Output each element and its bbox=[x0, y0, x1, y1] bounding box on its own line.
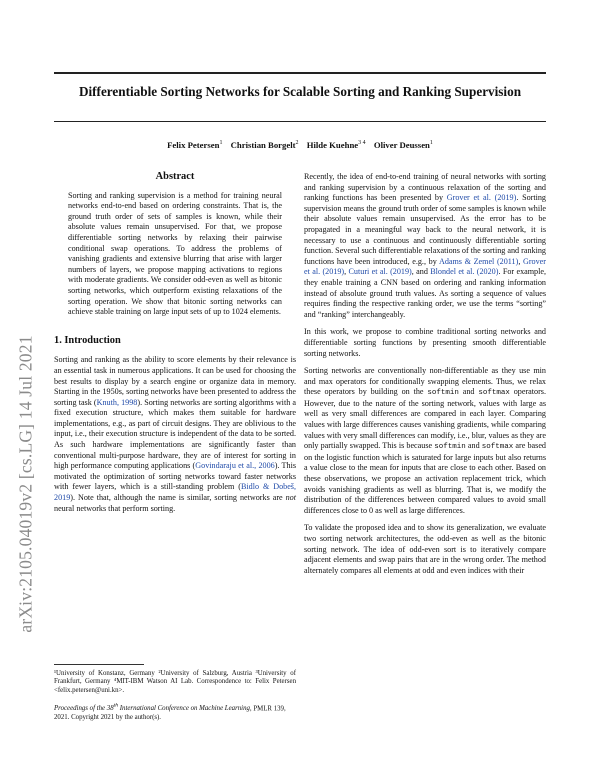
citation-link[interactable]: Cuturi et al. (2019) bbox=[348, 267, 412, 277]
citation-link[interactable]: Grover et al. (2019) bbox=[446, 193, 517, 203]
section-heading-introduction: 1. Introduction bbox=[54, 334, 121, 346]
citation-link[interactable]: Knuth, 1998 bbox=[96, 397, 138, 407]
citation-link[interactable]: Govindaraju et al., 2006 bbox=[195, 461, 275, 471]
citation-link[interactable]: Adams & Zemel (2011) bbox=[438, 256, 519, 266]
citation-link[interactable]: Bidlo & Dobeš, 2019 bbox=[54, 482, 296, 503]
author-3: Hilde Kuehne$^{3 4}$ bbox=[306, 140, 366, 150]
right-paragraph-3: Sorting networks are conventionally non-differentiable as they use min and max operators for conditionally swapping elements. Thus, we relax these operators by building on the softmin and softmax operators. However, due to the nature of the sorting network, values with large as well as very small differences are compared in each layer. Comparing values with large differences causes vanishing gradients, while comparing values with very small differences can modify, i.e., blur, values as they are only partially swapped. This is because softmin and softmax are based on the logistic function which is saturated for large inputs but also returns a value close to the mean for inputs that are close to each other. Based on these observations, we propose an activation replacement trick, which avoids vanishing gradients as well as blurring. That is, we modify the distribution of the differences between compared values to avoid small differences close to 0 as well as large differences. bbox=[304, 366, 547, 515]
author-2: Christian Borgelt$^2$ bbox=[230, 140, 299, 150]
intro-paragraph-1: Sorting and ranking as the ability to score elements by their relevance is an essential task in numerous applications. It can be used for choosing the best results to display by a search engine or organize data in memory. Starting in the 1950s, sorting networks have been presented to address the sorting task (Knuth, 1998). Sorting networks are sorting algorithms with a fixed execution structure, which makes them suitable for hardware implementations, e.g., as part of circuit designs. They are oblivious to the input, i.e., their execution structure is independent of the data to be sorted. As such hardware implementations are significantly faster than conventional multi-purpose hardware, they are of interest for sorting in high performance computing applications (Govindaraju et al., 2006). This motivated the optimization of sorting networks toward faster networks with fewer layers, which is a still-standing problem (Bidlo & Dobeš, 2019). Note that, although the name is similar, sorting networks are not neural networks that perform sorting. bbox=[54, 355, 296, 513]
citation-link[interactable]: Grover et al. (2019) bbox=[304, 256, 546, 277]
author-1: Felix Petersen$^1$ bbox=[167, 140, 223, 150]
right-paragraph-4: To validate the proposed idea and to show its generalization, we evaluate two sorting network architectures, the odd-even as well as the bitonic sorting network. The idea of odd-even sort is to iteratively compare adjacent elements and swap pairs that are in the wrong order. The method alternately compares all elements at odd and even indices with their bbox=[304, 523, 546, 575]
proceedings-note: Proceedings of the 38th International Conference on Machine Learning, PMLR 139, 2021. Copyright 2021 by the author(s). bbox=[54, 703, 286, 721]
right-paragraph-2: In this work, we propose to combine traditional sorting networks and differentiable sorting functions by presenting smooth differentiable sorting networks. bbox=[304, 327, 546, 358]
abstract-text: Sorting and ranking supervision is a method for training neural networks end-to-end based on ordering constraints. That is, the ground truth order of sets of samples is known, while their absolute values remain unsupervised. For that, we propose differentiable sorting networks by relaxing their pairwise conditional swap operations. To address the problems of vanishing gradients and extensive blurring that arise with larger numbers of layers, we propose mapping activations to regions with moderate gradients. We consider odd-even as well as bitonic sorting networks, which outperform existing relaxations of the sorting operation. We show that bitonic sorting networks can achieve stable training on large input sets of up to 1024 elements. bbox=[68, 190, 282, 317]
author-list bbox=[54, 140, 546, 150]
footnote-affiliations: ¹University of Konstanz, Germany ²University of Salzburg, Austria ³University of Frankfurt, Germany ⁴MIT-IBM Watson AI Lab. Correspondence to: Felix Petersen <felix.petersen@uni.kn>. bbox=[54, 669, 296, 694]
right-paragraph-1: Recently, the idea of end-to-end training of neural networks with sorting and ranking supervision by a continuous relaxation of the sorting and ranking functions has been presented by Grover et al. (2019). Sorting supervision means the ground truth order of some samples is known while their absolute values remain unsupervised. As the error has to be propagated in a meaningful way back to the neural network, it is necessary to use a continuous and continuously differentiable sorting function. Several such differentiable relaxations of the sorting and ranking functions have been introduced, e.g., by Adams & Zemel (2011), Grover et al. (2019), Cuturi et al. (2019), and Blondel et al. (2020). For example, they enable training a CNN based on ordering and ranking information instead of absolute ground truth values. As sorting a sequence of values requires finding the respective ranking order, we use the terms “sorting” and “ranking” interchangeably. bbox=[304, 172, 547, 319]
author-4: Oliver Deussen$^1$ bbox=[373, 140, 433, 150]
title-rule-bottom bbox=[54, 121, 546, 122]
footnotes bbox=[54, 664, 296, 722]
footnote-rule bbox=[54, 664, 144, 665]
arxiv-stamp: arXiv:2105.04019v2 [cs.LG] 14 Jul 2021 bbox=[15, 335, 36, 633]
paper-title: Differentiable Sorting Networks for Scalable Sorting and Ranking Supervision bbox=[78, 84, 522, 99]
right-column bbox=[304, 172, 546, 583]
abstract-heading: Abstract bbox=[155, 171, 195, 182]
left-column bbox=[54, 172, 296, 521]
citation-link[interactable]: Blondel et al. (2020) bbox=[430, 267, 499, 277]
title-rule-top bbox=[54, 72, 546, 74]
